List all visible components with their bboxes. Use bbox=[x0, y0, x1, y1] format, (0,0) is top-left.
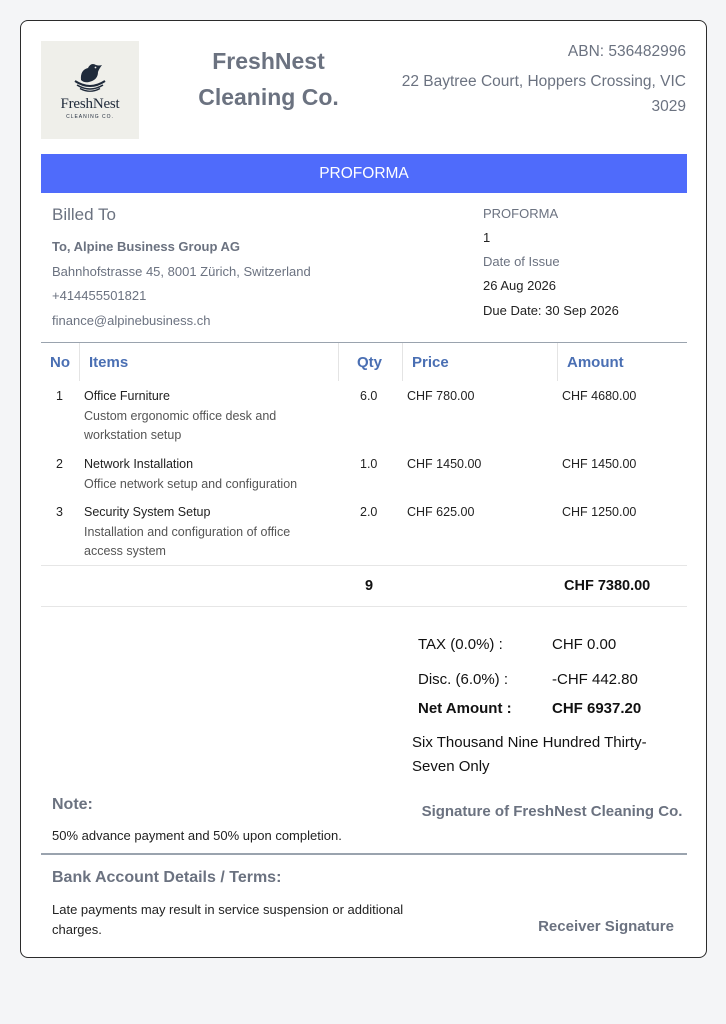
row-amount: CHF 4680.00 bbox=[562, 389, 637, 403]
header-divider bbox=[338, 343, 339, 381]
row-amount: CHF 1250.00 bbox=[562, 505, 637, 519]
row-description: Office network setup and configuration bbox=[84, 477, 298, 491]
company-abn: ABN: 536482996 bbox=[567, 43, 686, 60]
row-number: 3 bbox=[56, 505, 63, 519]
banner-label: PROFORMA bbox=[319, 164, 409, 182]
totals-bottom-divider bbox=[41, 606, 687, 607]
tax-value: CHF 0.00 bbox=[552, 636, 617, 653]
receiver-signature-label: Receiver Signature bbox=[538, 918, 674, 935]
note-heading: Note: bbox=[52, 796, 93, 813]
row-qty: 1.0 bbox=[360, 457, 378, 471]
row-price: CHF 1450.00 bbox=[407, 457, 482, 471]
company-name-line2: Cleaning Co. bbox=[198, 84, 339, 110]
row-price: CHF 780.00 bbox=[407, 389, 475, 403]
company-name bbox=[181, 43, 356, 115]
billed-to-address: Bahnhofstrasse 45, 8001 Zürich, Switzerland bbox=[52, 264, 311, 279]
header-price: Price bbox=[412, 353, 449, 371]
row-number: 1 bbox=[56, 389, 63, 403]
header-qty: Qty bbox=[357, 353, 383, 371]
net-amount-value: CHF 6937.20 bbox=[552, 700, 642, 717]
row-number: 2 bbox=[56, 457, 63, 471]
billed-to-email: finance@alpinebusiness.ch bbox=[52, 313, 211, 328]
issue-date-label: Date of Issue bbox=[483, 254, 560, 269]
total-amount: CHF 7380.00 bbox=[564, 578, 651, 594]
company-signature-label: Signature of FreshNest Cleaning Co. bbox=[421, 803, 683, 820]
row-price: CHF 625.00 bbox=[407, 505, 475, 519]
row-qty: 6.0 bbox=[360, 389, 378, 403]
document-type-banner bbox=[41, 154, 687, 193]
company-address: 22 Baytree Court, Hoppers Crossing, VIC 3029 bbox=[401, 73, 686, 115]
discount-value: -CHF 442.80 bbox=[552, 671, 638, 688]
row-description: Custom ergonomic office desk and workstation setup bbox=[84, 409, 277, 442]
header-amount: Amount bbox=[567, 353, 624, 371]
invoice-sheet bbox=[20, 20, 707, 958]
due-date: Due Date: 30 Sep 2026 bbox=[483, 303, 619, 318]
issue-date: 26 Aug 2026 bbox=[483, 278, 557, 293]
bank-terms-heading: Bank Account Details / Terms: bbox=[52, 869, 282, 886]
billed-to-heading: Billed To bbox=[52, 205, 116, 224]
bank-terms-text: Late payments may result in service suspension or additional charges. bbox=[52, 902, 404, 937]
company-logo bbox=[41, 41, 139, 139]
table-header bbox=[41, 343, 687, 381]
net-amount-label: Net Amount : bbox=[418, 700, 512, 717]
amount-in-words: Six Thousand Nine Hundred Thirty-Seven Only bbox=[412, 734, 647, 775]
discount-label: Disc. (6.0%) : bbox=[418, 671, 509, 688]
billed-to-name: To, Alpine Business Group AG bbox=[52, 239, 241, 254]
row-item: Security System Setup bbox=[84, 505, 211, 519]
note-text: 50% advance payment and 50% upon completion. bbox=[52, 828, 342, 843]
section-divider bbox=[41, 853, 687, 855]
row-amount: CHF 1450.00 bbox=[562, 457, 637, 471]
header-divider bbox=[402, 343, 403, 381]
totals-top-divider bbox=[41, 565, 687, 566]
header-divider bbox=[79, 343, 80, 381]
total-qty: 9 bbox=[365, 578, 374, 594]
header-no: No bbox=[50, 353, 70, 371]
row-item: Office Furniture bbox=[84, 389, 170, 403]
document-label: PROFORMA bbox=[483, 206, 559, 221]
header-items: Items bbox=[89, 353, 129, 371]
header-divider bbox=[557, 343, 558, 381]
billed-to-phone: +414455501821 bbox=[52, 288, 147, 303]
logo-subtitle: CLEANING CO. bbox=[66, 114, 114, 120]
row-item: Network Installation bbox=[84, 457, 194, 471]
document-number: 1 bbox=[483, 230, 491, 245]
row-description: Installation and configuration of office access system bbox=[84, 525, 291, 558]
row-qty: 2.0 bbox=[360, 505, 378, 519]
logo-name: FreshNest bbox=[60, 96, 120, 112]
company-name-line1: FreshNest bbox=[212, 48, 325, 74]
bird-nest-icon bbox=[71, 60, 109, 94]
tax-label: TAX (0.0%) : bbox=[418, 636, 503, 653]
